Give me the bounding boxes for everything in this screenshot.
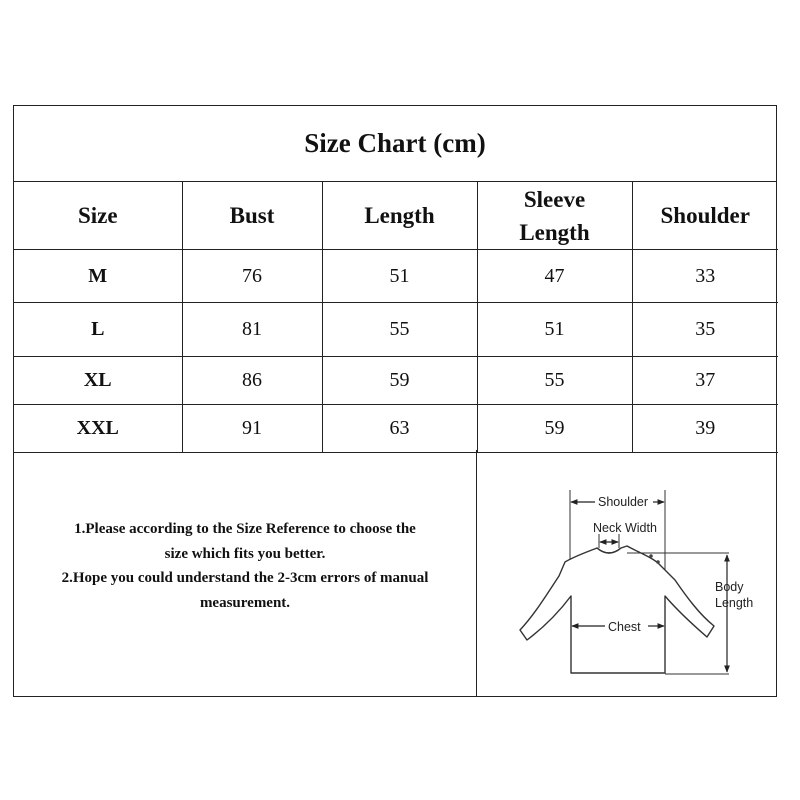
garment-measurement-diagram [477, 450, 777, 696]
size-cell: L [14, 303, 182, 357]
size-chart-frame [13, 105, 777, 697]
length-cell: 55 [322, 303, 477, 357]
sleeve-length-cell: 55 [477, 357, 632, 405]
body-label: Body [715, 580, 744, 594]
size-cell: XXL [14, 405, 182, 453]
sleeve-length-cell: 47 [477, 250, 632, 303]
table-row [14, 250, 778, 303]
button [649, 554, 653, 558]
header-row [14, 182, 778, 250]
table-row [14, 303, 778, 357]
button [656, 560, 660, 564]
length-cell: 51 [322, 250, 477, 303]
header-shoulder: Shoulder [632, 182, 778, 250]
note-line: 1.Please according to the Size Reference to choose the [74, 521, 416, 537]
sweater-outline [520, 546, 714, 673]
sleeve-length-cell: 59 [477, 405, 632, 453]
shoulder-label: Shoulder [598, 495, 649, 509]
header-sleeve-length: Sleeve Length [477, 182, 632, 250]
length-cell: 63 [322, 405, 477, 453]
sleeve-length-cell: 51 [477, 303, 632, 357]
length-cell: 59 [322, 357, 477, 405]
chart-title: Size Chart (cm) [14, 106, 776, 182]
note-line: 2.Hope you could understand the 2-3cm errors of manual [61, 570, 429, 586]
neck-width-label: Neck Width [593, 521, 657, 535]
table-row [14, 357, 778, 405]
size-table [14, 182, 778, 453]
shoulder-cell: 33 [632, 250, 778, 303]
header-length: Length [322, 182, 477, 250]
chest-label: Chest [608, 620, 641, 634]
table-row [14, 405, 778, 453]
bust-cell: 91 [182, 405, 322, 453]
shoulder-cell: 35 [632, 303, 778, 357]
bust-cell: 86 [182, 357, 322, 405]
header-bust: Bust [182, 182, 322, 250]
header-size: Size [14, 182, 182, 250]
length-label: Length [715, 596, 754, 610]
sweater-diagram-svg [477, 450, 777, 696]
bust-cell: 76 [182, 250, 322, 303]
size-cell: M [14, 250, 182, 303]
shoulder-cell: 37 [632, 357, 778, 405]
note-line: size which fits you better. [164, 545, 326, 562]
shoulder-cell: 39 [632, 405, 778, 453]
size-cell: XL [14, 357, 182, 405]
note-line: measurement. [199, 594, 291, 611]
bust-cell: 81 [182, 303, 322, 357]
size-notes [14, 450, 476, 696]
